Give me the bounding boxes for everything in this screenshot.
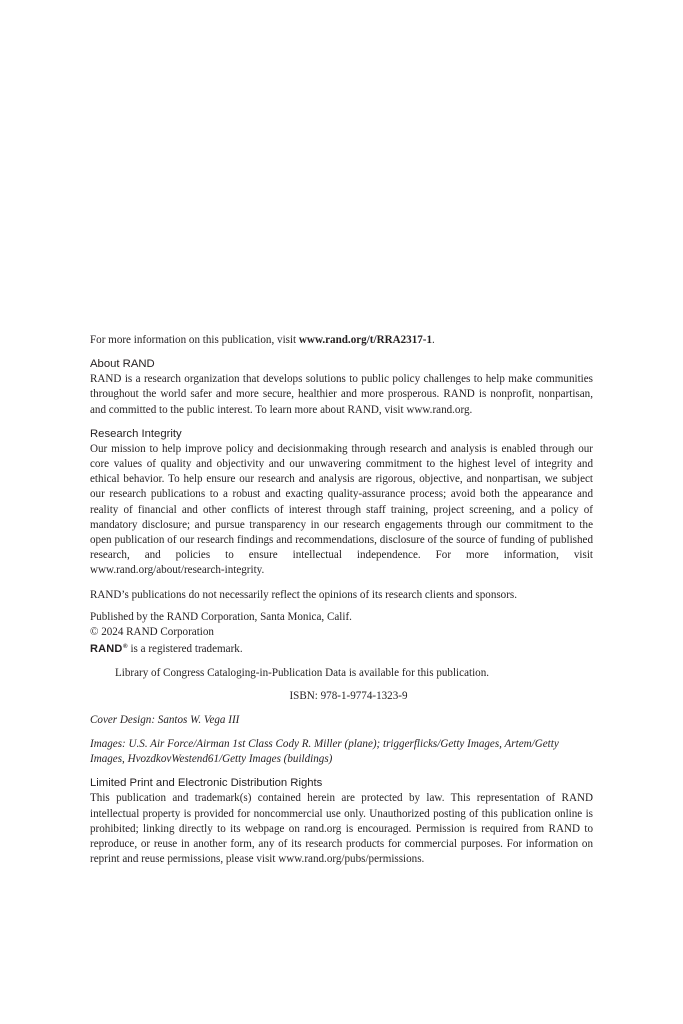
image-credits: Images: U.S. Air Force/Airman 1st Class Cody R. Miller (plane); triggerflicks/Getty Images, Artem/Getty Images, HvozdkovWestend61/Getty Images (buildings) (90, 738, 559, 766)
about-rand-body: RAND is a research organization that develops solutions to public policy challenges to help make communities throughout the world safer and more secure, healthier and more prosperous. RAND is nonprofit, nonpartisan, and committed to the public interest. To learn more about RAND, visit www.rand.org. (90, 373, 593, 416)
trademark-line (90, 640, 593, 657)
rand-logo-wordmark (90, 643, 128, 655)
isbn-line: ISBN: 978-1-9774-1323-9 (289, 689, 408, 702)
copyright-page-content (90, 333, 593, 867)
published-by-line: Published by the RAND Corporation, Santa Monica, Calif. (90, 610, 352, 623)
research-integrity-heading: Research Integrity (90, 427, 182, 440)
more-info-suffix: . (432, 334, 435, 346)
copyright-line: © 2024 RAND Corporation (90, 626, 214, 639)
more-info-line (90, 333, 593, 348)
about-rand-heading: About RAND (90, 358, 155, 371)
cip-line: Library of Congress Cataloging-in-Publication Data is available for this publication. (115, 667, 490, 680)
cover-design-credit: Cover Design: Santos W. Vega III (90, 713, 240, 726)
distribution-rights-heading: Limited Print and Electronic Distribution Rights (90, 777, 323, 790)
trademark-text: is a registered trademark. (127, 643, 243, 656)
registered-mark: ® (123, 644, 128, 651)
disclaimer-text: RAND’s publications do not necessarily reflect the opinions of its research clients and sponsors. (90, 588, 518, 601)
more-info-prefix: For more information on this publication, visit (90, 334, 299, 346)
publication-url: www.rand.org/t/RRA2317-1 (298, 334, 433, 346)
distribution-rights-body: This publication and trademark(s) contained herein are protected by law. This representation of RAND intellectual property is provided for noncommercial use only. Unauthorized posting of this publication online is prohibited; linking directly to its webpage on rand.org is encouraged. Permission is required from RAND to reproduce, or reuse in another form, any of its research products for commercial purposes. For information on reprint and reuse permissions, please visit www.rand.org/pubs/permissions. (90, 792, 593, 866)
rand-logo-text: RAND (90, 643, 123, 656)
research-integrity-body: Our mission to help improve policy and decisionmaking through research and analysis is enabled through our core values of quality and objectivity and our unwavering commitment to the highest level of integrity and ethical behavior. To help ensure our research and analysis are rigorous, objective, and nonpartisan, we subject our research publications to a robust and exacting quality-assurance process; avoid both the appearance and reality of financial and other conflicts of interest through staff training, project screening, and a policy of mandatory disclosure; and pursue transparency in our research engagements through our commitment to the open publication of our research findings and recommendations, disclosure of the source of funding of published research, and policies to ensure intellectual independence. For more information, visit www.rand.org/about/research-integrity. (90, 442, 593, 577)
